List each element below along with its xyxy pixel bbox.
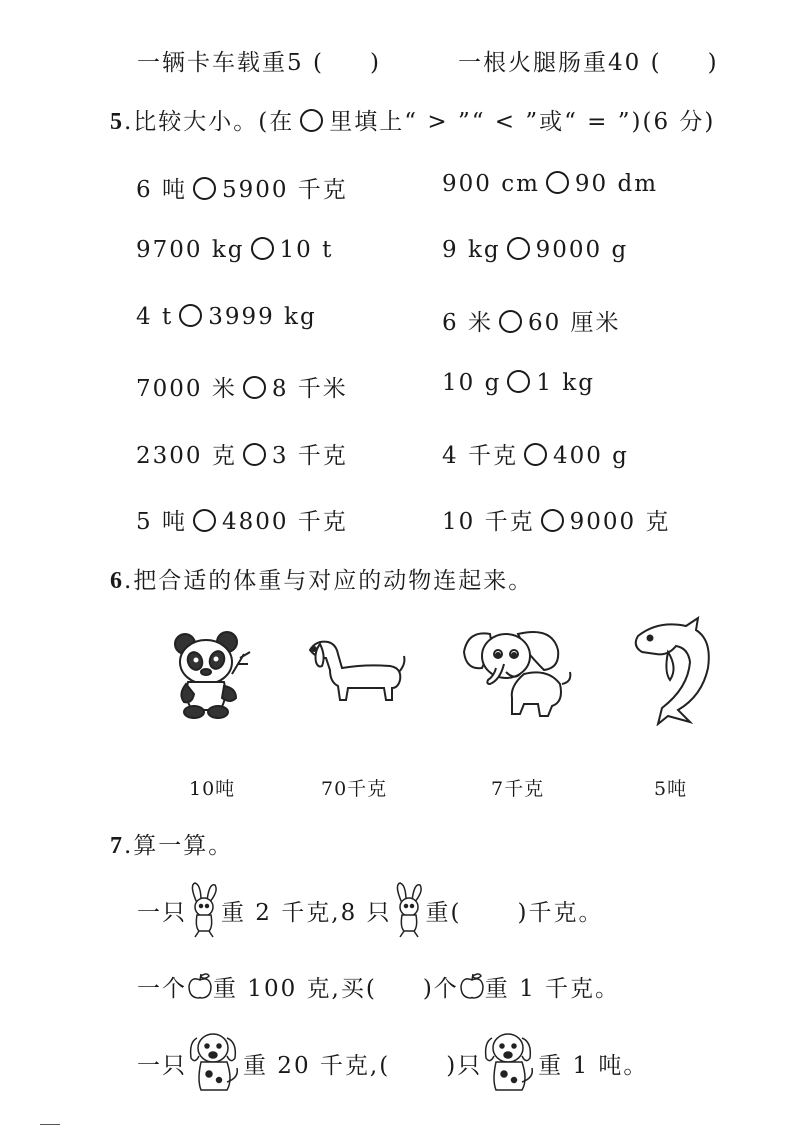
truck-open-paren: ( bbox=[312, 50, 324, 76]
compare-right-value: 3 千克 bbox=[271, 443, 348, 469]
compare-left-value: 10 千克 bbox=[442, 509, 535, 535]
q7-line1-c: 重( bbox=[425, 899, 462, 926]
comparison-item bbox=[442, 503, 670, 536]
compare-circle[interactable] bbox=[507, 370, 530, 393]
comparison-item bbox=[136, 503, 348, 536]
truck-text: 一辆卡车载重 bbox=[137, 50, 287, 76]
compare-right-value: 60 厘米 bbox=[527, 310, 621, 336]
q7-title: .算一算。 bbox=[124, 833, 234, 859]
compare-right-value: 4800 千克 bbox=[221, 509, 348, 535]
q6-heading bbox=[110, 562, 533, 595]
dog-icon bbox=[482, 1028, 538, 1098]
comparison-item bbox=[136, 171, 348, 204]
comparison-item bbox=[442, 171, 658, 197]
q5-title: .比较大小。(在 bbox=[124, 109, 295, 135]
weight-option[interactable]: 10吨 bbox=[189, 778, 236, 800]
sausage-text: 一根火腿肠重 bbox=[458, 50, 608, 76]
compare-circle[interactable] bbox=[179, 304, 202, 327]
q5-number: 5 bbox=[110, 109, 124, 135]
compare-left-value: 9 kg bbox=[442, 237, 501, 263]
elephant-icon[interactable] bbox=[460, 624, 576, 720]
dolphin-icon[interactable] bbox=[628, 616, 718, 726]
q7-line-dog bbox=[137, 1026, 648, 1100]
compare-left-value: 5 吨 bbox=[136, 509, 187, 535]
compare-left-value: 10 g bbox=[442, 370, 502, 396]
compare-right-value: 90 dm bbox=[574, 171, 659, 197]
panda-icon[interactable] bbox=[170, 628, 254, 720]
compare-left-value: 4 t bbox=[136, 304, 174, 330]
weight-option[interactable]: 7千克 bbox=[491, 778, 545, 800]
comparison-item bbox=[136, 370, 348, 403]
q7-line1-b: 重 2 千克,8 只 bbox=[221, 899, 392, 926]
compare-circle[interactable] bbox=[193, 509, 216, 532]
compare-circle[interactable] bbox=[193, 177, 216, 200]
compare-circle[interactable] bbox=[243, 443, 266, 466]
footer-rule bbox=[40, 1124, 60, 1125]
compare-circle[interactable] bbox=[541, 509, 564, 532]
compare-left-value: 4 千克 bbox=[442, 443, 518, 469]
apple-icon bbox=[187, 972, 213, 1000]
compare-right-value: 400 g bbox=[552, 443, 629, 469]
q5-heading bbox=[110, 103, 715, 136]
compare-circle[interactable] bbox=[507, 237, 530, 260]
q7-line-rabbit bbox=[137, 880, 603, 940]
q7-line3-b: 重 20 千克,( bbox=[243, 1052, 391, 1079]
sausage-open-paren: ( bbox=[650, 50, 662, 76]
comparison-item bbox=[136, 437, 348, 470]
compare-circle[interactable] bbox=[524, 443, 547, 466]
q7-line2-c: )个 bbox=[422, 975, 459, 1002]
q7-line1-d: )千克。 bbox=[517, 899, 604, 926]
dog-icon bbox=[187, 1028, 243, 1098]
q5-title-tail: 里填上“ > ”“ < ”或“ = ”)(6 分) bbox=[329, 109, 716, 135]
q6-number: 6 bbox=[110, 568, 124, 594]
weight-option[interactable]: 5吨 bbox=[654, 778, 688, 800]
circle-icon bbox=[300, 109, 323, 132]
q7-heading bbox=[110, 827, 233, 860]
rabbit-icon bbox=[392, 881, 426, 939]
rabbit-icon bbox=[187, 881, 221, 939]
compare-right-value: 3999 kg bbox=[208, 304, 317, 330]
compare-left-value: 900 cm bbox=[442, 171, 540, 197]
q7-line-apple bbox=[137, 968, 620, 1004]
comparison-item bbox=[442, 237, 628, 263]
sausage-number: 40 bbox=[608, 50, 642, 76]
compare-left-value: 2300 克 bbox=[136, 443, 237, 469]
compare-right-value: 9000 g bbox=[535, 237, 629, 263]
q7-line3-d: 重 1 吨。 bbox=[538, 1052, 649, 1079]
q7-line3-c: )只 bbox=[446, 1052, 483, 1079]
compare-right-value: 5900 千克 bbox=[221, 177, 348, 203]
dachshund-icon[interactable] bbox=[306, 634, 408, 708]
compare-circle[interactable] bbox=[499, 310, 522, 333]
compare-right-value: 8 千米 bbox=[271, 376, 348, 402]
compare-circle[interactable] bbox=[546, 171, 569, 194]
q7-line3-a: 一只 bbox=[137, 1052, 187, 1079]
q7-number: 7 bbox=[110, 833, 124, 859]
truck-question bbox=[137, 44, 381, 77]
comparison-item bbox=[442, 304, 621, 337]
compare-circle[interactable] bbox=[243, 376, 266, 399]
q7-line2-b: 重 100 克,买( bbox=[213, 975, 377, 1002]
compare-left-value: 7000 米 bbox=[136, 376, 237, 402]
truck-close-paren: ) bbox=[369, 50, 381, 76]
compare-right-value: 9000 克 bbox=[569, 509, 671, 535]
sausage-question bbox=[458, 44, 719, 77]
apple-icon bbox=[459, 972, 485, 1000]
q7-line1-a: 一只 bbox=[137, 899, 187, 926]
weight-option[interactable]: 70千克 bbox=[321, 778, 388, 800]
q7-line2-a: 一个 bbox=[137, 975, 187, 1002]
sausage-close-paren: ) bbox=[707, 50, 719, 76]
q7-line2-d: 重 1 千克。 bbox=[484, 975, 621, 1002]
q6-title: .把合适的体重与对应的动物连起来。 bbox=[124, 568, 534, 594]
compare-left-value: 6 米 bbox=[442, 310, 493, 336]
compare-left-value: 9700 kg bbox=[136, 237, 245, 263]
compare-circle[interactable] bbox=[251, 237, 274, 260]
compare-right-value: 10 t bbox=[279, 237, 334, 263]
comparison-item bbox=[442, 437, 629, 470]
comparison-item bbox=[136, 237, 333, 263]
compare-right-value: 1 kg bbox=[536, 370, 595, 396]
truck-number: 5 bbox=[287, 50, 304, 76]
comparison-item bbox=[136, 304, 317, 330]
comparison-item bbox=[442, 370, 595, 396]
compare-left-value: 6 吨 bbox=[136, 177, 187, 203]
